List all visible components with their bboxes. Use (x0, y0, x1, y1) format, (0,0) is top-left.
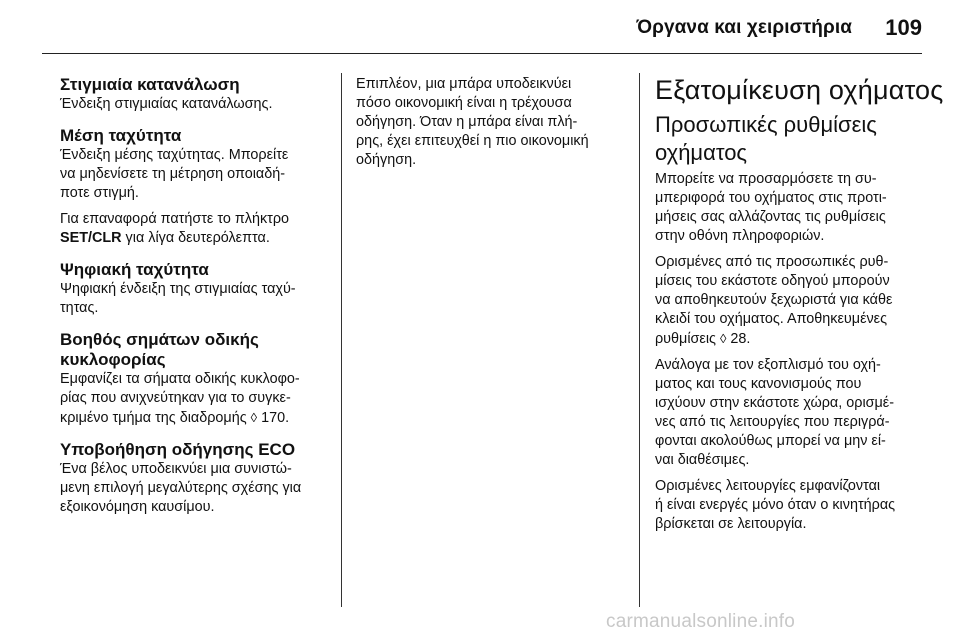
section-text: Ένδειξη μέσης ταχύτητας. Μπορείτε να μηδενίσετε τη μέτρηση οποιαδή- ποτε στιγμή. (60, 147, 289, 201)
section-text (60, 370, 330, 428)
paragraph-4: Ορισμένες λειτουργίες εμφανίζονται ή είναι ενεργές μόνο όταν ο κινητήρας βρίσκεται σε λειτουργία. (655, 478, 896, 532)
heading-line-1: Βοηθός σημάτων οδικής (60, 330, 259, 349)
section-text-body: Εμφανίζει τα σήματα οδικής κυκλοφο- ρίας που ανιχνεύτηκαν για το συγκε- κριμένο τμήμα της διαδρομής (60, 371, 300, 426)
section-text: Ψηφιακή ένδειξη της στιγμιαίας ταχύ- τητας. (60, 281, 296, 316)
set-clr-key: SET/CLR (60, 230, 122, 246)
section-instant-consumption (60, 75, 330, 114)
section-heading: Υποβοήθηση οδήγησης ECO (60, 440, 296, 459)
page-number: 109 (885, 15, 922, 40)
section-heading: Μέση ταχύτητα (60, 126, 182, 145)
page-ref-arrow-icon: ◊ (719, 331, 727, 346)
chapter-title: Όργανα και χειριστήρια (636, 17, 852, 38)
section-average-speed (60, 126, 330, 248)
section-text: Ένδειξη στιγμιαίας κατανάλωσης. (60, 96, 273, 112)
paragraph-2 (655, 253, 940, 349)
column-divider-2 (639, 73, 640, 607)
section-heading: Ψηφιακή ταχύτητα (60, 260, 209, 279)
header-rule (42, 53, 922, 54)
paragraph-3: Ανάλογα με τον εξοπλισμό του οχή- ματος και τους κανονισμούς που ισχύουν στην εκάστοτε χώρα, ορισμέ- νες από τις λειτουργίες που περιγρά- φονται ακολούθως μπορεί να μην εί- ναι διαθέσιμες. (655, 357, 895, 468)
column-divider-1 (341, 73, 342, 607)
column-1 (60, 75, 330, 529)
section-heading (60, 330, 330, 370)
subsection-heading: Προσωπικές ρυθμίσεις οχήματος (655, 112, 877, 165)
column-3 (655, 75, 944, 541)
eco-bar-text: Επιπλέον, μια μπάρα υποδεικνύει πόσο οικονομική είναι η τρέχουσα οδήγηση. Όταν η μπάρα είναι πλή- ρης, έχει επιτευχθεί η πιο οικονομική οδήγηση. (356, 76, 589, 168)
reset-instruction-end: για λίγα δευτερόλεπτα. (121, 230, 270, 246)
column-2 (356, 75, 628, 177)
paragraph-2-body: Ορισμένες από τις προσωπικές ρυθ- μίσεις του εκάστοτε οδηγού μπορούν να αποθηκευτούν ξεχωριστά για κάθε κλειδί του οχήματος. Αποθηκευμένες ρυθμίσεις (655, 254, 893, 347)
section-text-reset (60, 210, 330, 248)
page-ref-arrow-icon: ◊ (250, 410, 258, 425)
page-ref[interactable]: 28. (730, 331, 751, 347)
watermark: carmanualsonline.info (606, 611, 796, 632)
section-traffic-sign-assistant (60, 330, 330, 428)
paragraph-1: Μπορείτε να προσαρμόσετε τη συ- μπεριφορά του οχήματος στις προτι- μήσεις σας αλλάζοντας τις ρυθμίσεις στην οθόνη πληροφοριών. (655, 171, 887, 244)
reset-instruction: Για επαναφορά πατήστε το πλήκτρο (60, 211, 290, 227)
page-ref[interactable]: 170. (261, 410, 290, 426)
chapter-heading: Εξατομίκευση οχήματος (655, 75, 944, 105)
section-text: Ένα βέλος υποδεικνύει μια συνιστώ- μενη επιλογή μεγαλύτερης σχέσης για εξοικονόμηση καυσίμου. (60, 461, 302, 515)
heading-line-2: κυκλοφορίας (60, 350, 166, 369)
section-digital-speed (60, 260, 330, 318)
section-heading: Στιγμιαία κατανάλωση (60, 75, 240, 94)
section-eco-assist (60, 440, 330, 517)
